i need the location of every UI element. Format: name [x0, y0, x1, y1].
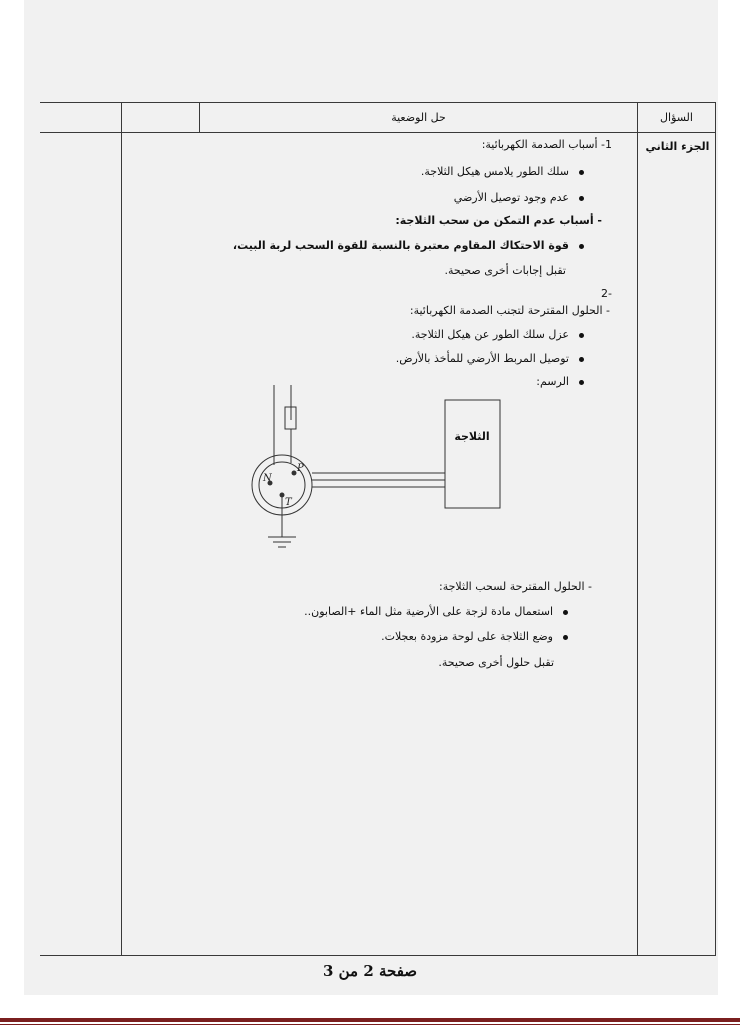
page-number: صفحة 2 من 3: [322, 962, 418, 980]
earthing-diagram: [240, 385, 520, 555]
header-bottom-border: [40, 132, 716, 133]
item1-bullet-2: عدم وجود توصيل الأرضي: [454, 191, 584, 204]
item2-bullet-3: الرسم:: [536, 375, 584, 388]
item3-accept: تقبل حلول أخرى صحيحة.: [438, 656, 554, 669]
terminal-t-label: T: [285, 497, 292, 508]
item1-sub-heading: - أسباب عدم التمكن من سحب الثلاجة:: [395, 214, 602, 227]
item2-bullet-2: توصيل المربط الأرضي للمأخذ بالأرض.: [396, 352, 584, 365]
terminal-n-label: N: [263, 473, 272, 484]
item1-accept: تقبل إجابات أخرى صحيحة.: [444, 264, 566, 277]
col-divider-left: [121, 102, 122, 955]
fridge-box: [445, 400, 500, 508]
col-divider-right: [637, 102, 638, 955]
item2-bullet-1: عزل سلك الطور عن هيكل الثلاجة.: [411, 328, 584, 341]
terminal-t-dot: [280, 493, 285, 498]
item3-bullet-1: استعمال مادة لزجة على الأرضية مثل الماء +الصابون..: [304, 605, 568, 618]
terminal-p-dot: [292, 471, 297, 476]
part-label: الجزء الثاني: [645, 140, 710, 153]
bottom-decorative-line: [0, 1024, 740, 1025]
item3-heading: - الحلول المقترحة لسحب الثلاجة:: [439, 580, 592, 593]
item2-number: -2: [601, 287, 612, 300]
table-bottom-border: [40, 955, 716, 956]
terminal-p-label: P: [297, 463, 304, 474]
fridge-label: الثلاجة: [454, 430, 490, 443]
item1-bullet-1: سلك الطور يلامس هيكل الثلاجة.: [421, 165, 584, 178]
item1-sub-bullet-1: قوة الاحتكاك المقاوم معتبرة بالنسبة للقوة السحب لربة البيت،: [233, 239, 584, 252]
item2-heading: - الحلول المقترحة لتجنب الصدمة الكهربائية:: [409, 304, 610, 317]
header-solution: حل الوضعية: [391, 110, 446, 124]
header-question: السؤال: [660, 110, 693, 124]
item3-bullet-2: وضع الثلاجة على لوحة مزودة بعجلات.: [381, 630, 568, 643]
item1-heading: 1- أسباب الصدمة الكهربائية:: [481, 138, 612, 151]
bottom-decorative-bar: [0, 1018, 740, 1022]
col-divider-far-right: [715, 102, 716, 955]
